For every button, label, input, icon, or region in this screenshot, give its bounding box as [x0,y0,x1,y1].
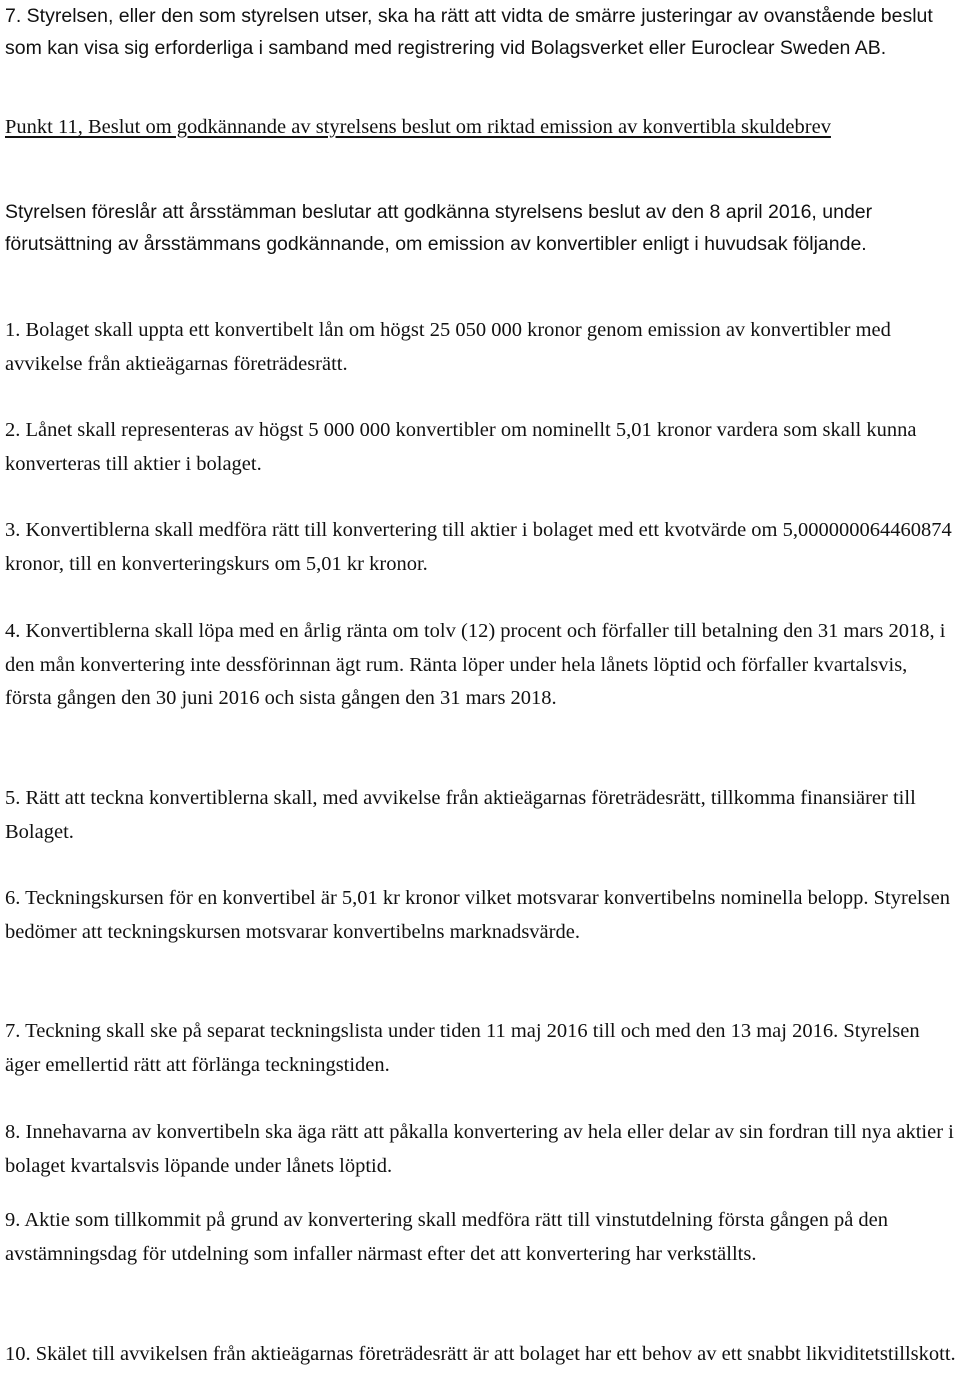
list-item: 9. Aktie som tillkommit på grund av konvertering skall medföra rätt till vinstutdelning första gången på den avstämningsdag för utdelning som infaller närmast efter det att konvertering har verkställts. [5,1209,889,1265]
list-item: 2. Lånet skall representeras av högst 5 000 000 konvertibler om nominellt 5,01 kronor vardera som skall kunna konverteras till aktier i bolaget. [5,419,917,475]
list-item: 10. Skälet till avvikelsen från aktieägarnas företrädesrätt är att bolaget har ett behov av ett snabbt likviditetstillskott. [5,1343,956,1365]
intro-paragraph: 7. Styrelsen, eller den som styrelsen utser, ska ha rätt att vidta de smärre justeringar av ovanstående beslut som kan visa sig erforderliga i samband med registrering vid Bolagsverket eller Euroclear Sweden AB. [5,5,933,59]
list-item: 1. Bolaget skall uppta ett konvertibelt lån om högst 25 050 000 kronor genom emission av konvertibler med avvikelse från aktieägarnas företrädesrätt. [5,319,891,375]
list-item: 7. Teckning skall ske på separat teckningslista under tiden 11 maj 2016 till och med den 13 maj 2016. Styrelsen äger emellertid rätt att förlänga teckningstiden. [5,1020,920,1076]
list-item: 6. Teckningskursen för en konvertibel är 5,01 kr kronor vilket motsvarar konvertibelns nominella belopp. Styrelsen bedömer att teckningskursen motsvarar konvertibelns marknadsvärde. [5,887,950,943]
list-item: 5. Rätt att teckna konvertiblerna skall, med avvikelse från aktieägarnas företrädesrätt, tillkomma finansiärer till Bolaget. [5,787,916,843]
section-intro: Styrelsen föreslår att årsstämman beslutar att godkänna styrelsens beslut av den 8 april 2016, under förutsättning av årsstämmans godkännande, om emission av konvertibler enligt i huvudsak följande. [5,201,873,255]
list-item: 3. Konvertiblerna skall medföra rätt till konvertering till aktier i bolaget med ett kvotvärde om 5,000000064460874 kronor, till en konverteringskurs om 5,01 kr kronor. [5,519,952,575]
list-item: 4. Konvertiblerna skall löpa med en årlig ränta om tolv (12) procent och förfaller till betalning den 31 mars 2018, i den mån konvertering inte dessförinnan ägt rum. Ränta löper under hela lånets löptid och förfaller kvartalsvis, första gången den 30 juni 2016 och sista gången den 31 mars 2018. [5,620,946,709]
section-heading: Punkt 11, Beslut om godkännande av styrelsens beslut om riktad emission av konvertibla skuldebrev [5,116,831,138]
list-item: 8. Innehavarna av konvertibeln ska äga rätt att påkalla konvertering av hela eller delar av sin fordran till nya aktier i bolaget kvartalsvis löpande under lånets löptid. [5,1121,954,1177]
